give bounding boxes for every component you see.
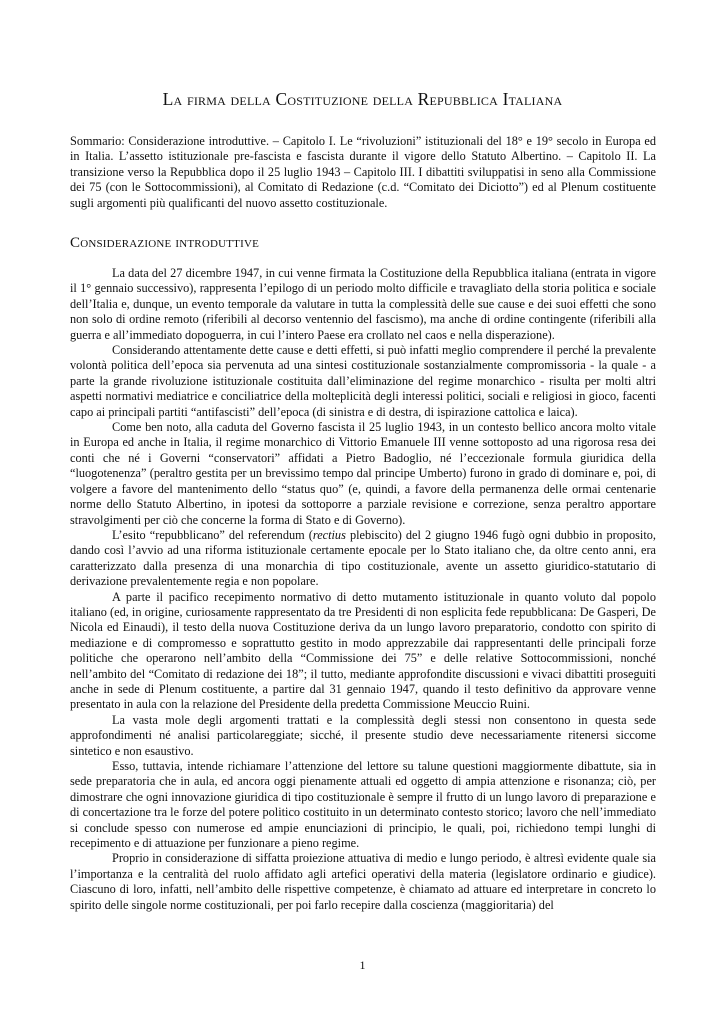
paragraph: La data del 27 dicembre 1947, in cui venne firmata la Costituzione della Repubblica italiana (entrata in vigore il 1° gennaio successivo), rappresenta l’epilogo di un periodo molto difficile e travagliato della storia politica e sociale dell’Italia e, dunque, un evento temporale da valutare in tutta la complessità delle sue cause e dei suoi effetti che sono non solo di ordine remoto (riferibili al decorso ventennio del fascismo), ma anche di ordine contingente (riferibili alla guerra e all’immediato dopoguerra, in cui l’intero Paese era crollato nel caos e nella disperazione). xyxy=(70,266,656,342)
document-title: La firma della Costituzione della Repubblica Italiana xyxy=(162,89,563,109)
paragraph: Come ben noto, alla caduta del Governo fascista il 25 luglio 1943, in un contesto bellico ancora molto vitale in Europa ed anche in Italia, il regime monarchico di Vittorio Emanuele III venne sottoposto ad una rigorosa resa dei conti che né i Governi “conservatori” affidati a Pietro Badoglio, né l’eccezionale formula giuridica della “luogotenenza” (peraltro gestita per un brevissimo tempo dal principe Umberto) furono in grado di dominare e, poi, di volgere a favore del mantenimento dello “status quo” (e, quindi, a favore della permanenza delle ormai centenarie norme dello Statuto Albertino, in ipotesi da sottoporre a parziale revisione e correzione, senza peraltro apportare stravolgimenti per ciò che concerne la forma di Stato e di Governo). xyxy=(70,420,656,527)
paragraph: Proprio in considerazione di siffatta proiezione attuativa di medio e lungo periodo, è altresì evidente quale sia l’importanza e la centralità del ruolo affidato agli artefici operativi della materia (legislatore ordinario e giudice). Ciascuno di loro, infatti, nell’ambito delle rispettive competenze, è chiamato ad attuare ed interpretare in concreto lo spirito delle singole norme costituzionali, per poi farlo recepire dalla coscienza (maggioritaria) del xyxy=(70,851,656,912)
body-text xyxy=(70,266,656,913)
paragraph: La vasta mole degli argomenti trattati e la complessità degli stessi non consentono in questa sede approfondimenti né analisi particolareggiate; sicché, il presente studio deve necessariamente ritenersi siccome sintetico e non esaustivo. xyxy=(70,712,656,758)
italic-term: rectius xyxy=(312,527,346,542)
section-heading: Considerazione introduttive xyxy=(70,235,260,251)
paragraph: Considerando attentamente dette cause e detti effetti, si può infatti meglio comprendere il perché la prevalente volontà politica dell’epoca sia pervenuta ad una sintesi costituzionale sostanzialmente compromissoria - la quale - a parte la grande rivoluzione istituzionale costituita dall’eliminazione del regime monarchico - risulta per molti altri aspetti normativi mediatrice e conciliatrice della molteplicità degli interessi politici, sociali e religiosi in gioco, facenti capo ai principali partiti “antifascisti” dell’epoca (di sinistra e di destra, di ispirazione cattolica e laica). xyxy=(70,343,656,419)
summary-paragraph: Sommario: Considerazione introduttive. – Capitolo I. Le “rivoluzioni” istituzionali del 18° e 19° secolo in Europa ed in Italia. L’assetto istituzionale pre-fascista e fascista durante il vigore dello Statuto Albertino. – Capitolo II. La transizione verso la Repubblica dopo il 25 luglio 1943 – Capitolo III. I dibattiti sviluppatisi in seno alla Commissione dei 75 (con le Sottocommissioni), al Comitato di Redazione (c.d. “Comitato dei Diciotto”) ed al Plenum costituente sugli argomenti più qualificanti del nuovo assetto costituzionale. xyxy=(70,134,656,210)
paragraph: L’esito “repubblicano” del referendum (rectius plebiscito) del 2 giugno 1946 fugò ogni dubbio in proposito, dando così l’avvio ad una riforma istituzionale certamente epocale per lo Stato italiano che, da oltre cento anni, era caratterizzato dalla presenza di una monarchia di tipo costituzionale, avente un assetto giuridico-statutario di derivazione prevalentemente regia e non popolare. xyxy=(70,527,656,589)
paragraph: A parte il pacifico recepimento normativo di detto mutamento istituzionale in quanto voluto dal popolo italiano (ed, in origine, curiosamente rappresentato da tre Presidenti di non esplicita fede repubblicana: De Gasperi, De Nicola ed Einaudi), il testo della nuova Costituzione deriva da un lungo lavoro preparatorio, condotto con spirito di mediazione e di compromesso e soprattutto gestito in modo apprezzabile dai rappresentanti delle principali forze politiche che operarono nell’ambito della “Commissione dei 75” e delle relative Sottocommissioni, nonché nell’ambito del “Comitato di redazione dei 18”; il tutto, mediante approfondite discussioni e vivaci dibattiti proseguiti anche in sede di Plenum costituente, a partire dal 31 gennaio 1947, quando il testo definitivo da approvare venne presentato in aula con la relazione del Presidente della predetta Commissione Meuccio Ruini. xyxy=(70,589,656,712)
page-number: 1 xyxy=(359,958,366,972)
paragraph: Esso, tuttavia, intende richiamare l’attenzione del lettore su talune questioni maggiormente dibattute, sia in sede preparatoria che in aula, ed ancora oggi pienamente attuali ed oggetto di ampia attenzione e risonanza; ciò, per dimostrare che ogni innovazione giuridica di tipo costituzionale è sempre il frutto di un lungo lavoro di preparazione e di concertazione tra le forze del potere politico costituito in un determinato contesto storico; lavoro che nell’immediato si conclude spesso con numerose ed ampie enunciazioni di principio, le quali, poi, richiedono tempi lunghi di recepimento e di attuazione per funzionare a pieno regime. xyxy=(70,759,656,851)
